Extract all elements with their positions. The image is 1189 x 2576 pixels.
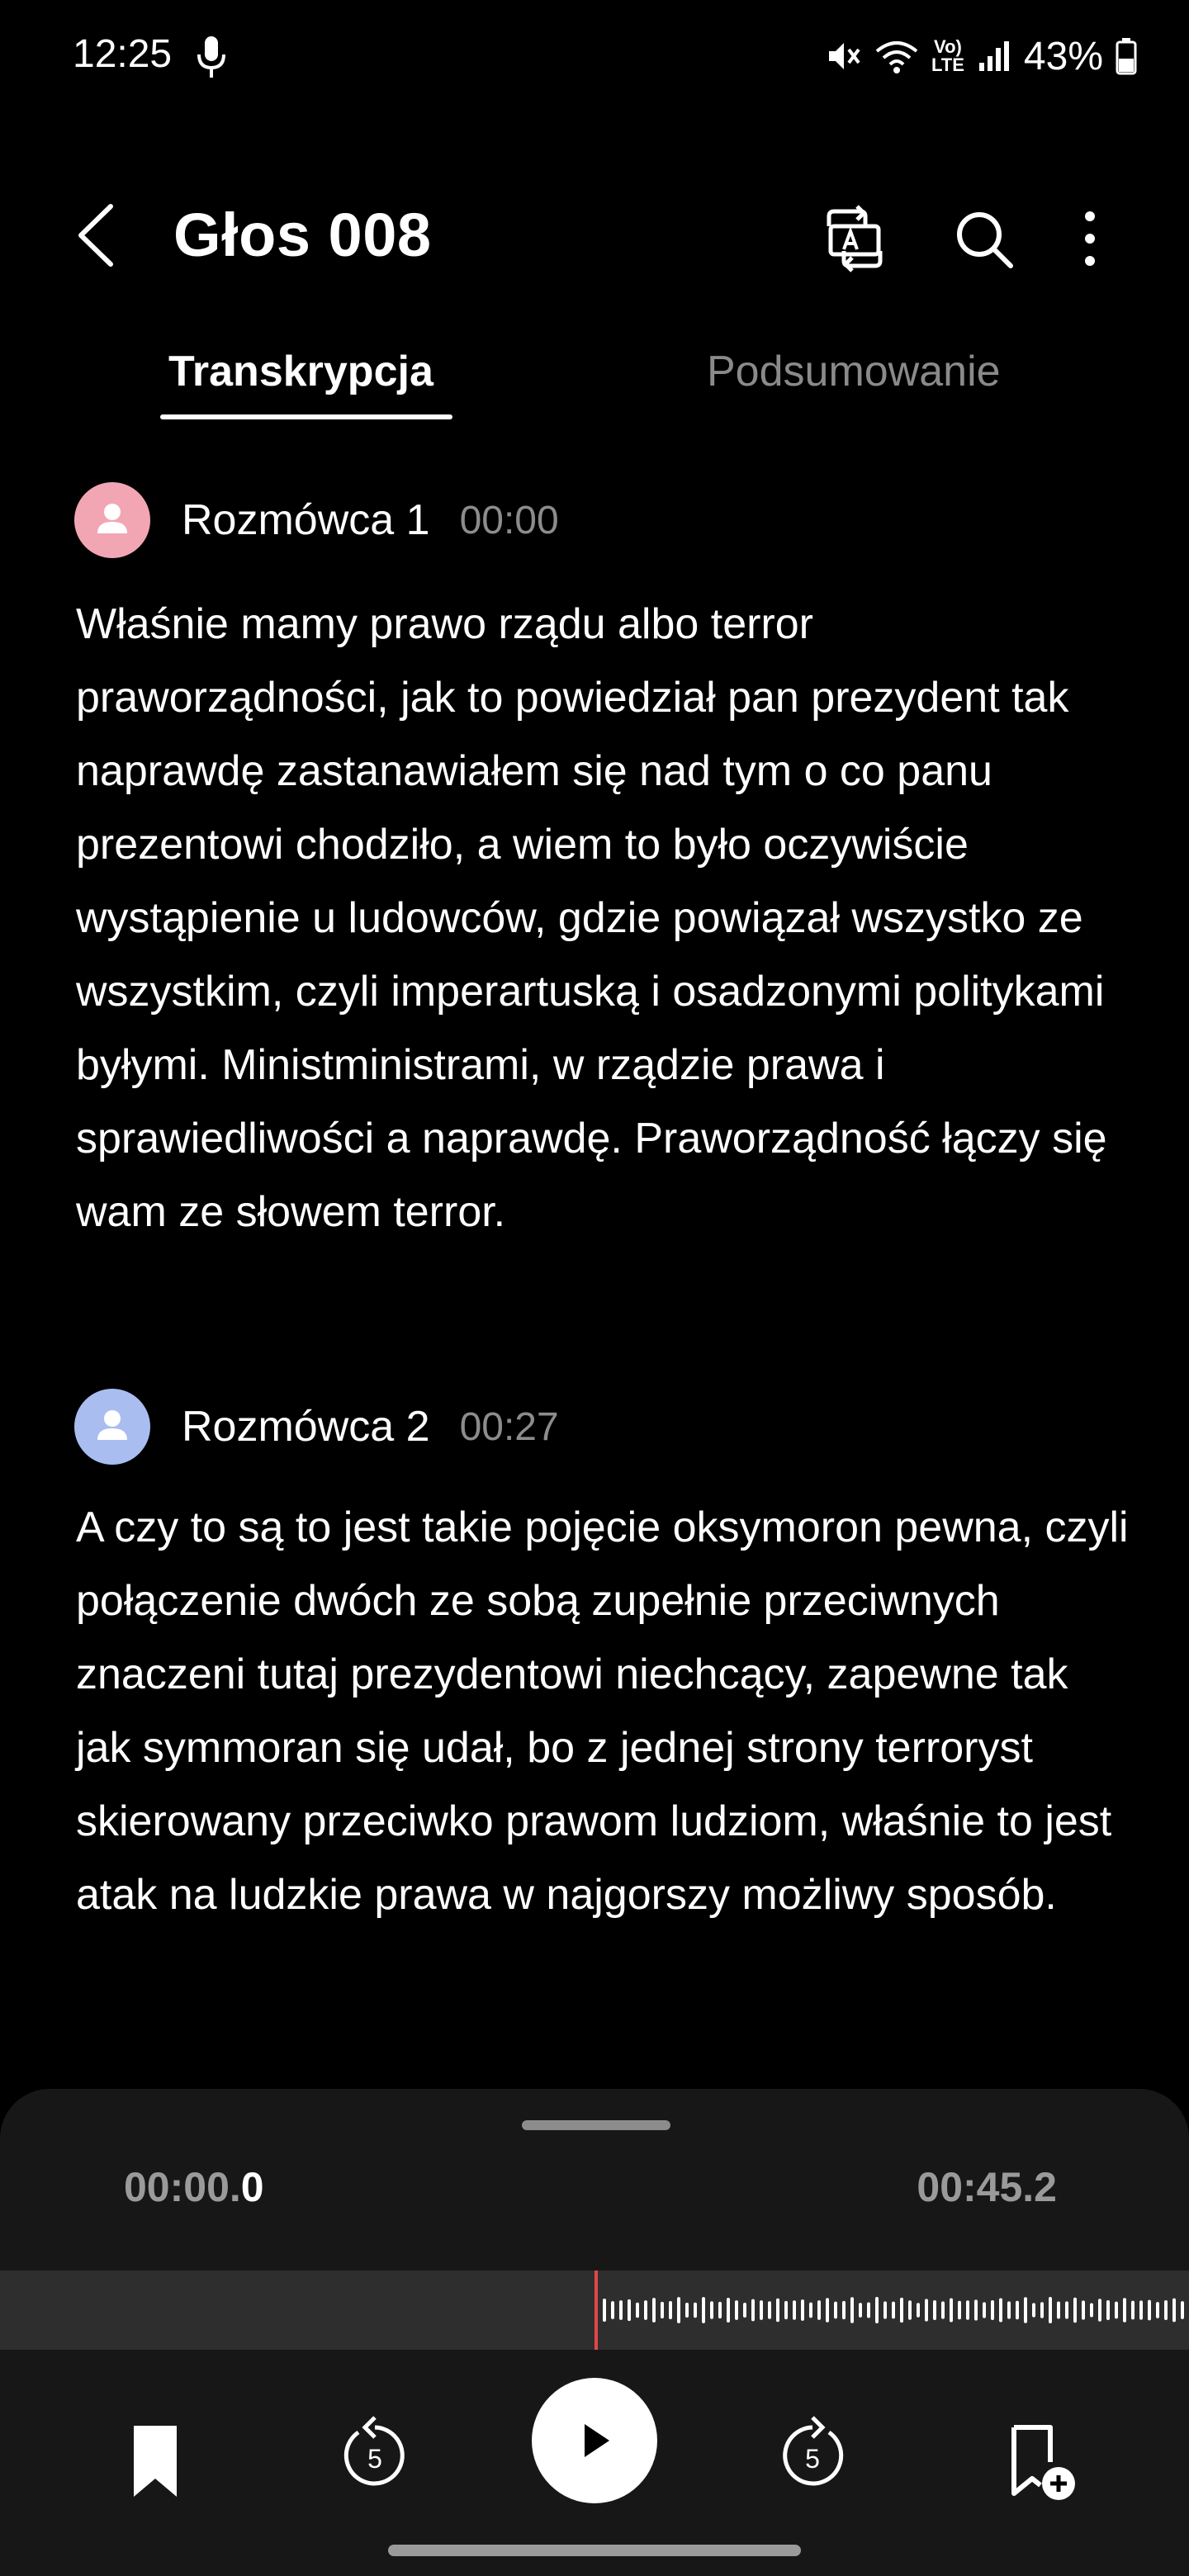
waveform-bar [751,2299,755,2322]
status-icons [826,31,1138,81]
waveform-bar [628,2299,631,2321]
app-bar [0,165,1189,305]
waveform-bar [1123,2298,1126,2323]
bookmark-button[interactable] [122,2421,188,2503]
waveform-bar [702,2297,705,2323]
waveform-bar [1098,2299,1101,2322]
waveform-bar [793,2300,796,2320]
waveform-bar [834,2302,837,2319]
microphone-icon [195,35,228,81]
waveform-bar [974,2299,978,2320]
waveform-bar [817,2300,821,2320]
waveform-bar [718,2302,722,2318]
waveform-bar [1172,2299,1176,2323]
waveform-bar [801,2299,804,2321]
volte-label: Vo) [934,36,962,57]
waveform-bar [900,2298,903,2323]
status-bar [0,0,1189,116]
tab-active-indicator [160,414,452,419]
waveform-bar [991,2300,994,2320]
waveform-bar [669,2301,672,2319]
page-title: Głos 008 [173,201,432,269]
forward-button[interactable] [771,2408,854,2498]
rewind-button[interactable] [334,2408,416,2498]
add-bookmark-icon [1014,2427,1075,2500]
rewind-seconds: 5 [367,2444,382,2474]
waveform-bar [941,2301,945,2318]
waveform-bar [1106,2300,1110,2320]
network-type: LTE [931,54,964,75]
battery-icon [1115,36,1138,76]
more-vertical-icon [1085,211,1095,266]
waveform-bar [809,2303,812,2318]
waveform-bar [1115,2302,1118,2319]
waveform-bar [727,2298,730,2323]
transcript-text-1: Właśnie mamy prawo rządu albo terror praworządności, jak to powiedział pan prezydent tak naprawdę zastanawiałem się nad tym o co panu prezentowi chodziło, a wiem to było oczywiście wystąpienie u ludowców, gdzie powiązał wszystko ze wszystkim, czyli imperartuską i osadzonymi politykami byłymi. Ministministrami, w rządzie prawa i sprawiedliwości a naprawdę. Praworządność łączy się wam ze słowem terror. [76,600,1107,1236]
waveform-bar [1156,2302,1159,2318]
tab-transcription[interactable]: Transkrypcja [168,348,433,395]
speaker-1-name: Rozmówca 1 [182,496,430,544]
search-button[interactable] [946,201,1021,276]
play-button[interactable] [532,2378,657,2503]
waveform-bar [1164,2300,1168,2320]
back-button[interactable] [63,198,129,272]
bookmark-icon [134,2426,177,2497]
playhead[interactable] [594,2271,598,2350]
more-options-button[interactable] [1065,201,1115,276]
waveform-bar [760,2300,763,2320]
waveform-bar [983,2302,986,2318]
waveform-bar [611,2301,614,2319]
volte-indicator [931,38,964,74]
waveform-bar [1181,2301,1184,2319]
waveform-bar [925,2299,928,2321]
waveform-bar [735,2300,738,2320]
speaker-2-avatar [74,1389,150,1465]
search-icon [959,215,1011,266]
waveform-bar [966,2300,969,2319]
current-time-main: 00:00. [124,2164,241,2210]
waveform-bar [933,2300,936,2320]
waveform-bar [917,2303,920,2317]
waveform-bar [636,2303,639,2318]
translate-icon [829,206,880,271]
waveform-bar [768,2301,771,2319]
speaker-1-timestamp[interactable]: 00:00 [459,498,559,542]
waveform-bar [908,2300,912,2320]
speaker-2-timestamp[interactable]: 00:27 [459,1404,559,1449]
status-time: 12:25 [73,32,173,76]
speaker-1-avatar [74,482,150,558]
waveform-bar [784,2301,788,2319]
waveform-bar [776,2299,779,2323]
waveform-bar [619,2300,623,2320]
waveform-bar [710,2301,713,2319]
speaker-row-2[interactable] [74,1389,559,1465]
waveform-bar [1024,2297,1027,2323]
person-icon [74,1389,150,1465]
wifi-icon [874,38,920,74]
waveform-bar [1139,2300,1143,2319]
waveform-bar [883,2301,887,2318]
current-time-fraction: 0 [240,2164,264,2210]
play-icon [532,2378,657,2503]
waveform-bar [850,2297,854,2323]
waveform-bar [1148,2300,1151,2321]
waveform-bar [603,2299,606,2322]
waveform-bar [677,2297,680,2323]
waveform-bar [1049,2297,1052,2323]
waveform-bar [1016,2301,1019,2320]
waveform-bar [661,2302,664,2318]
waveform-bar [1073,2298,1077,2323]
forward-seconds: 5 [805,2444,820,2474]
waveform-bar [826,2298,829,2322]
waveform-bar [1057,2302,1060,2319]
waveform-bar [1032,2303,1035,2317]
add-bookmark-button[interactable] [1001,2421,1083,2503]
player-panel [0,2089,1189,2576]
waveform-bar [1090,2303,1093,2317]
transcript-text-2: A czy to są to jest takie pojęcie oksymoron pewna, czyli połączenie dwóch ze sobą zupełnie przeciwnych znaczeni tutaj prezydentowi niechcący, zapewne tak jak symmoran się udał, bo z jednej strony terroryst skierowany przeciwko prawom ludziom, właśnie to jest atak na ludzkie prawa w najgorszy możliwy sposób. [76,1503,1129,1919]
waveform-bar [859,2303,862,2318]
current-time [124,2163,264,2211]
tab-summary[interactable]: Podsumowanie [707,348,1001,395]
speaker-2-name: Rozmówca 2 [182,1403,430,1451]
battery-percent: 43% [1023,34,1103,78]
waveform-bar [1040,2302,1044,2318]
waveform-bar [842,2301,846,2319]
waveform-bar [867,2302,870,2318]
waveform-bar [950,2298,953,2322]
waveform-bar [652,2298,656,2323]
signal-icon [976,38,1012,74]
translate-button[interactable] [817,201,892,276]
waveform-bar [644,2300,647,2320]
waveform-bar [892,2302,895,2319]
waveform-bar [958,2301,961,2319]
waveform-bar [1065,2301,1068,2318]
mute-icon [826,38,862,74]
playback-controls [0,2378,1189,2543]
waveform-bar [1082,2300,1085,2319]
waveform-bar [1131,2301,1135,2320]
waveform-bar [685,2303,689,2318]
waveform-bar [694,2303,697,2318]
home-indicator[interactable] [388,2545,801,2556]
total-duration: 00:45.2 [917,2164,1057,2210]
waveform-bar [743,2303,746,2318]
person-icon [74,482,150,558]
speaker-row-1[interactable] [74,482,559,558]
waveform-bar [999,2298,1002,2322]
waveform-bar [1007,2301,1011,2318]
waveform-bar [875,2297,879,2323]
sheet-drag-handle[interactable] [522,2120,670,2130]
